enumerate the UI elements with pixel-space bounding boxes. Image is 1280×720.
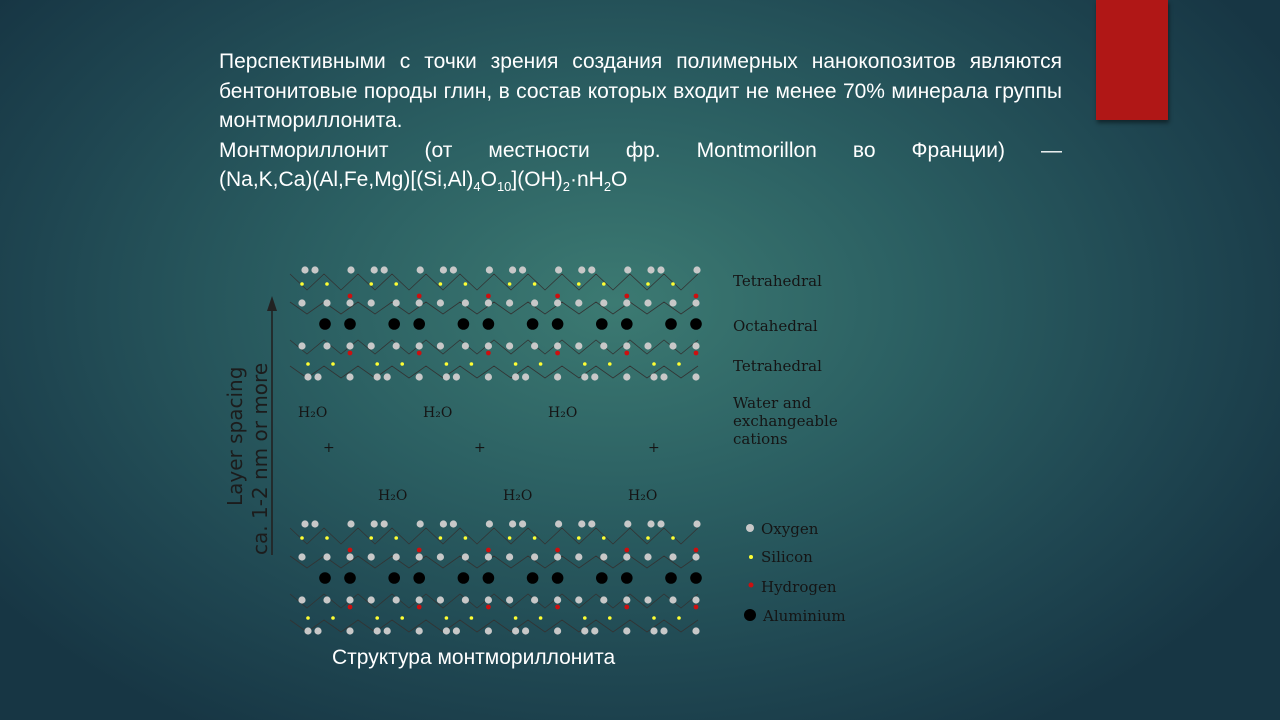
oxygen-atom [692, 299, 699, 306]
chemical-formula: $(Na,K,Ca)(Al,Fe,Mg)[(Si,Al)_4O_{10}](OH)_2\cdot nH_2O$ [219, 168, 628, 194]
oxygen-atom [519, 266, 526, 273]
oxygen-atom [462, 299, 469, 306]
oxygen-atom [443, 627, 450, 634]
oxygen-atom [623, 553, 630, 560]
water-molecule: H₂O [548, 405, 578, 421]
label-tetrahedral-bottom: Tetrahedral [733, 357, 822, 375]
water-molecule: H₂O [423, 405, 453, 421]
aluminium-atom [665, 572, 677, 584]
oxygen-atom [314, 627, 321, 634]
aluminium-atom [483, 318, 495, 330]
silicon-atom [400, 616, 404, 620]
oxygen-atom [647, 266, 654, 273]
oxygen-atom [440, 266, 447, 273]
oxygen-atom [555, 520, 562, 527]
oxygen-atom [554, 553, 561, 560]
legend-hydrogen-label: Hydrogen [761, 578, 837, 596]
silicon-atom [439, 536, 443, 540]
silicon-atom [325, 536, 329, 540]
oxygen-atom [657, 520, 664, 527]
oxygen-atom [624, 520, 631, 527]
legend-aluminium-marker [744, 609, 756, 621]
oxygen-atom [519, 520, 526, 527]
oxygen-atom [374, 627, 381, 634]
oxygen-atom [692, 553, 699, 560]
oxygen-atom [531, 596, 538, 603]
oxygen-atom [298, 342, 305, 349]
oxygen-atom [522, 373, 529, 380]
silicon-atom [375, 362, 379, 366]
hydrogen-atom [486, 294, 491, 299]
oxygen-atom [692, 627, 699, 634]
cation-plus: + [648, 440, 660, 456]
oxygen-atom [554, 373, 561, 380]
oxygen-atom [650, 627, 657, 634]
oxygen-atom [485, 299, 492, 306]
silicon-atom [583, 362, 587, 366]
oxygen-atom [416, 596, 423, 603]
oxygen-atom [509, 266, 516, 273]
oxygen-atom [323, 553, 330, 560]
aluminium-atom [458, 572, 470, 584]
paragraph-montmorillonite-origin: Монтмориллонит (от местности фр. Montmorillon во Франции) — [219, 138, 1062, 162]
oxygen-atom [623, 373, 630, 380]
aluminium-atom [527, 572, 539, 584]
oxygen-atom [531, 299, 538, 306]
hydrogen-atom [624, 351, 629, 356]
legend-silicon-marker [749, 555, 753, 559]
oxygen-atom [453, 627, 460, 634]
oxygen-atom [512, 627, 519, 634]
aluminium-atom [344, 572, 356, 584]
hydrogen-atom [348, 605, 353, 610]
silicon-atom [646, 282, 650, 286]
oxygen-atom [575, 553, 582, 560]
oxygen-atom [591, 627, 598, 634]
oxygen-atom [486, 266, 493, 273]
clay-sheet-lower [290, 520, 702, 634]
legend-hydrogen-marker [749, 583, 754, 588]
oxygen-atom [393, 299, 400, 306]
oxygen-atom [368, 299, 375, 306]
oxygen-atom [588, 266, 595, 273]
oxygen-atom [623, 342, 630, 349]
oxygen-atom [311, 520, 318, 527]
oxygen-atom [531, 342, 538, 349]
cation-plus: + [474, 440, 486, 456]
oxygen-atom [384, 373, 391, 380]
oxygen-atom [416, 342, 423, 349]
hydrogen-atom [417, 605, 422, 610]
silicon-atom [375, 616, 379, 620]
clay-sheet-upper [290, 266, 702, 380]
silicon-atom [439, 282, 443, 286]
hydrogen-atom [486, 605, 491, 610]
oxygen-atom [393, 342, 400, 349]
label-octahedral: Octahedral [733, 317, 818, 335]
silicon-atom [394, 536, 398, 540]
oxygen-atom [374, 373, 381, 380]
hydrogen-atom [486, 351, 491, 356]
oxygen-atom [393, 553, 400, 560]
oxygen-atom [693, 520, 700, 527]
aluminium-atom [413, 318, 425, 330]
oxygen-atom [346, 342, 353, 349]
bond-line [290, 274, 698, 290]
silicon-atom [671, 282, 675, 286]
oxygen-atom [693, 266, 700, 273]
silicon-atom [331, 362, 335, 366]
silicon-atom [671, 536, 675, 540]
oxygen-atom [575, 299, 582, 306]
silicon-atom [508, 282, 512, 286]
silicon-atom [394, 282, 398, 286]
hydrogen-atom [555, 294, 560, 299]
aluminium-atom [690, 318, 702, 330]
oxygen-atom [462, 596, 469, 603]
diagram-caption: Структура монтмориллонита [332, 646, 616, 669]
oxygen-atom [623, 299, 630, 306]
aluminium-atom [388, 572, 400, 584]
oxygen-atom [440, 520, 447, 527]
hydrogen-atom [348, 351, 353, 356]
aluminium-atom [596, 572, 608, 584]
silicon-atom [306, 362, 310, 366]
aluminium-atom [552, 572, 564, 584]
silicon-atom [577, 282, 581, 286]
oxygen-atom [323, 342, 330, 349]
axis-label-line2: ca. 1-2 nm or more [248, 362, 272, 555]
oxygen-atom [346, 553, 353, 560]
hydrogen-atom [624, 605, 629, 610]
oxygen-atom [506, 596, 513, 603]
silicon-atom [677, 362, 681, 366]
oxygen-atom [647, 520, 654, 527]
water-molecule: H₂O [298, 405, 328, 421]
water-molecule: H₂O [503, 488, 533, 504]
oxygen-atom [416, 373, 423, 380]
oxygen-atom [347, 520, 354, 527]
water-molecule: H₂O [378, 488, 408, 504]
silicon-atom [306, 616, 310, 620]
aluminium-atom [413, 572, 425, 584]
oxygen-atom [301, 520, 308, 527]
silicon-atom [514, 362, 518, 366]
hydrogen-atom [348, 294, 353, 299]
silicon-atom [608, 616, 612, 620]
oxygen-atom [531, 553, 538, 560]
hydrogen-atom [694, 605, 699, 610]
oxygen-atom [669, 342, 676, 349]
label-tetrahedral-top: Tetrahedral [733, 272, 822, 290]
silicon-atom [331, 616, 335, 620]
axis-arrowhead [267, 296, 277, 311]
oxygen-atom [509, 520, 516, 527]
oxygen-atom [591, 373, 598, 380]
oxygen-atom [669, 596, 676, 603]
hydrogen-atom [348, 548, 353, 553]
oxygen-atom [381, 520, 388, 527]
aluminium-atom [388, 318, 400, 330]
oxygen-atom [486, 520, 493, 527]
oxygen-atom [453, 373, 460, 380]
oxygen-atom [417, 266, 424, 273]
aluminium-atom [319, 318, 331, 330]
oxygen-atom [554, 596, 561, 603]
hydrogen-atom [417, 351, 422, 356]
silicon-atom [464, 282, 468, 286]
silicon-atom [514, 616, 518, 620]
oxygen-atom [600, 299, 607, 306]
oxygen-atom [600, 596, 607, 603]
oxygen-atom [485, 553, 492, 560]
oxygen-atom [301, 266, 308, 273]
oxygen-atom [368, 596, 375, 603]
hydrogen-atom [417, 294, 422, 299]
oxygen-atom [368, 342, 375, 349]
aluminium-atom [665, 318, 677, 330]
cation-plus: + [323, 440, 335, 456]
aluminium-atom [596, 318, 608, 330]
axis-label-line1: Layer spacing [223, 366, 247, 506]
oxygen-atom [624, 266, 631, 273]
oxygen-atom [371, 520, 378, 527]
oxygen-atom [522, 627, 529, 634]
silicon-atom [677, 616, 681, 620]
silicon-atom [533, 282, 537, 286]
oxygen-atom [443, 373, 450, 380]
oxygen-atom [323, 596, 330, 603]
oxygen-atom [314, 373, 321, 380]
silicon-atom [325, 282, 329, 286]
oxygen-atom [578, 520, 585, 527]
silicon-atom [652, 362, 656, 366]
oxygen-atom [384, 627, 391, 634]
hydrogen-atom [694, 548, 699, 553]
legend [744, 520, 846, 625]
oxygen-atom [298, 596, 305, 603]
oxygen-atom [381, 266, 388, 273]
silicon-atom [602, 536, 606, 540]
oxygen-atom [506, 553, 513, 560]
aluminium-atom [621, 572, 633, 584]
hydrogen-atom [694, 351, 699, 356]
silicon-atom [539, 616, 543, 620]
aluminium-atom [458, 318, 470, 330]
oxygen-atom [512, 373, 519, 380]
aluminium-atom [621, 318, 633, 330]
silicon-atom [470, 362, 474, 366]
oxygen-atom [575, 596, 582, 603]
oxygen-atom [644, 299, 651, 306]
oxygen-atom [417, 520, 424, 527]
oxygen-atom [644, 553, 651, 560]
silicon-atom [583, 616, 587, 620]
oxygen-atom [554, 299, 561, 306]
silicon-atom [652, 616, 656, 620]
oxygen-atom [323, 299, 330, 306]
silicon-atom [300, 536, 304, 540]
oxygen-atom [485, 596, 492, 603]
oxygen-atom [298, 553, 305, 560]
oxygen-atom [371, 266, 378, 273]
label-water-line2: exchangeable [733, 412, 838, 430]
legend-oxygen-marker [746, 524, 754, 532]
oxygen-atom [669, 553, 676, 560]
hydrogen-atom [624, 548, 629, 553]
oxygen-atom [311, 266, 318, 273]
label-water-line1: Water and [733, 394, 812, 412]
silicon-atom [369, 536, 373, 540]
hydrogen-atom [417, 548, 422, 553]
oxygen-atom [416, 299, 423, 306]
oxygen-atom [346, 596, 353, 603]
oxygen-atom [485, 627, 492, 634]
silicon-atom [539, 362, 543, 366]
oxygen-atom [581, 627, 588, 634]
silicon-atom [608, 362, 612, 366]
oxygen-atom [588, 520, 595, 527]
oxygen-atom [437, 342, 444, 349]
silicon-atom [400, 362, 404, 366]
oxygen-atom [450, 266, 457, 273]
silicon-atom [646, 536, 650, 540]
hydrogen-atom [694, 294, 699, 299]
legend-aluminium-label: Aluminium [763, 607, 846, 625]
oxygen-atom [462, 342, 469, 349]
oxygen-atom [393, 596, 400, 603]
silicon-atom [445, 362, 449, 366]
oxygen-atom [623, 596, 630, 603]
oxygen-atom [416, 553, 423, 560]
aluminium-atom [319, 572, 331, 584]
bond-line [290, 528, 698, 544]
oxygen-atom [650, 373, 657, 380]
silicon-atom [300, 282, 304, 286]
silicon-atom [508, 536, 512, 540]
silicon-atom [445, 616, 449, 620]
hydrogen-atom [555, 548, 560, 553]
oxygen-atom [644, 596, 651, 603]
silicon-atom [470, 616, 474, 620]
oxygen-atom [692, 596, 699, 603]
oxygen-atom [368, 553, 375, 560]
silicon-atom [369, 282, 373, 286]
oxygen-atom [437, 299, 444, 306]
oxygen-atom [692, 373, 699, 380]
silicon-atom [533, 536, 537, 540]
oxygen-atom [506, 342, 513, 349]
oxygen-atom [669, 299, 676, 306]
hydrogen-atom [624, 294, 629, 299]
label-water-line3: cations [733, 430, 788, 448]
legend-oxygen-label: Oxygen [761, 520, 819, 538]
oxygen-atom [581, 373, 588, 380]
oxygen-atom [304, 627, 311, 634]
oxygen-atom [416, 627, 423, 634]
paragraph-clay-minerals: Перспективными с точки зрения создания полимерных нанокопозитов являются бентонитовые породы глин, в состав которых входит не менее 70% минерала группы монтмориллонита. [219, 50, 1062, 132]
oxygen-atom [506, 299, 513, 306]
oxygen-atom [485, 342, 492, 349]
oxygen-atom [554, 342, 561, 349]
aluminium-atom [483, 572, 495, 584]
silicon-atom [602, 282, 606, 286]
silicon-atom [577, 536, 581, 540]
oxygen-atom [575, 342, 582, 349]
oxygen-atom [485, 373, 492, 380]
oxygen-atom [644, 342, 651, 349]
oxygen-atom [450, 520, 457, 527]
oxygen-atom [623, 627, 630, 634]
oxygen-atom [346, 627, 353, 634]
oxygen-atom [298, 299, 305, 306]
oxygen-atom [304, 373, 311, 380]
aluminium-atom [344, 318, 356, 330]
hydrogen-atom [555, 605, 560, 610]
oxygen-atom [600, 553, 607, 560]
oxygen-atom [462, 553, 469, 560]
oxygen-atom [660, 627, 667, 634]
oxygen-atom [555, 266, 562, 273]
silicon-atom [464, 536, 468, 540]
oxygen-atom [657, 266, 664, 273]
oxygen-atom [346, 299, 353, 306]
legend-silicon-label: Silicon [761, 548, 813, 566]
hydrogen-atom [555, 351, 560, 356]
oxygen-atom [692, 342, 699, 349]
oxygen-atom [437, 553, 444, 560]
oxygen-atom [347, 266, 354, 273]
oxygen-atom [578, 266, 585, 273]
oxygen-atom [554, 627, 561, 634]
oxygen-atom [660, 373, 667, 380]
oxygen-atom [346, 373, 353, 380]
aluminium-atom [527, 318, 539, 330]
water-molecule: H₂O [628, 488, 658, 504]
oxygen-atom [437, 596, 444, 603]
hydrogen-atom [486, 548, 491, 553]
oxygen-atom [600, 342, 607, 349]
aluminium-atom [552, 318, 564, 330]
aluminium-atom [690, 572, 702, 584]
